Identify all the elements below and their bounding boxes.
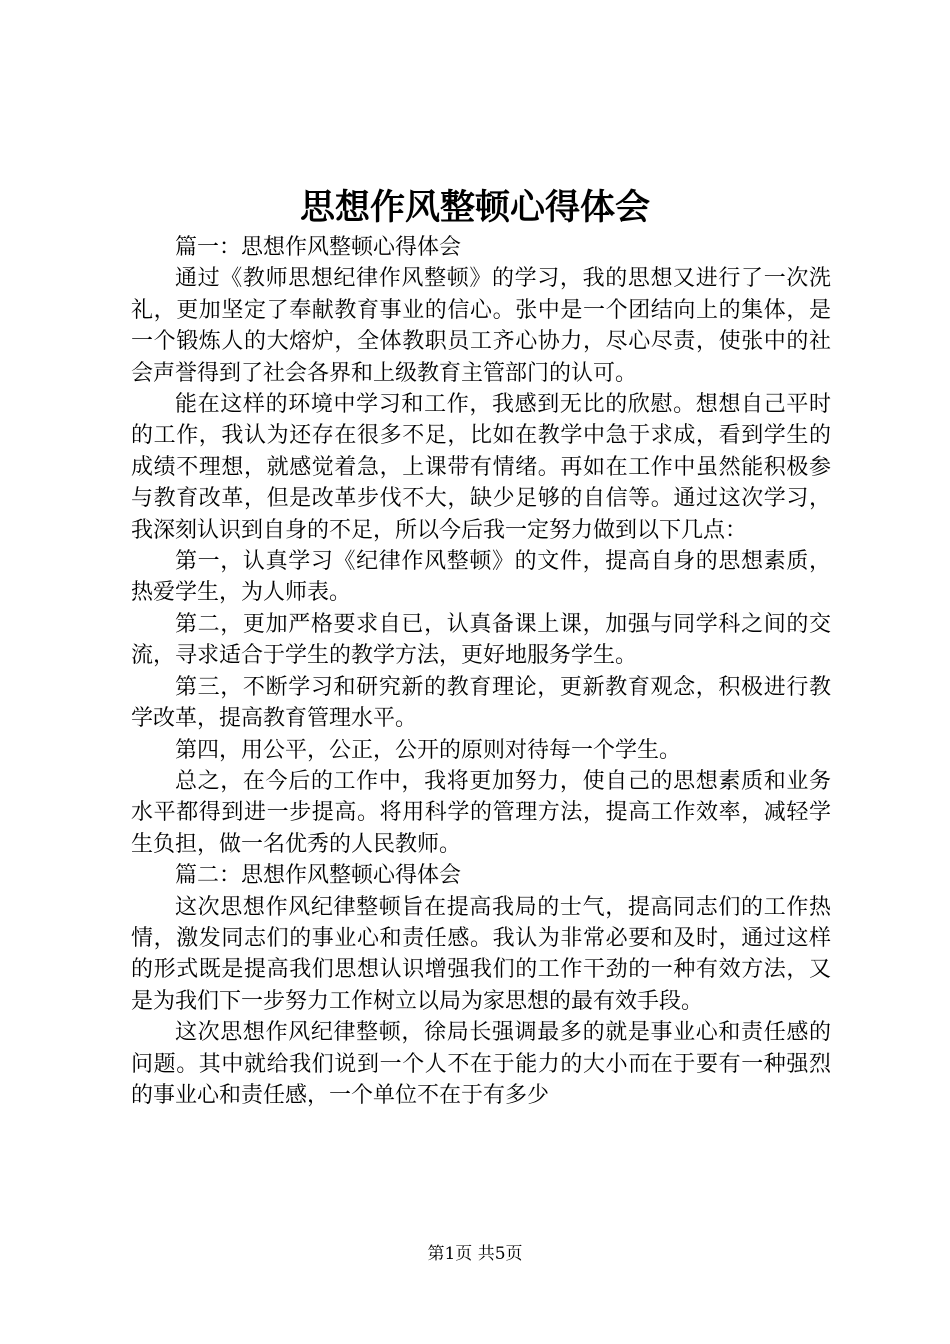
paragraph: 篇一：思想作风整顿心得体会 — [175, 235, 462, 260]
paragraph: 这次思想作风纪律整顿，徐局长强调最多的就是事业心和责任感的问题。其中就给我们说到一个人不在于能力的大小而在于要有一种强烈的事业心和责任感，一个单位不在于有多少 — [131, 1020, 831, 1108]
paragraph: 能在这样的环境中学习和工作，我感到无比的欣慰。想想自己平时的工作，我认为还存在很多不足，比如在教学中急于求成，看到学生的成绩不理想，就感觉着急，上课带有情绪。再如在工作中虽然能积极参与教育改革，但是改革步伐不大，缺少足够的自信等。通过这次学习，我深刻认识到自身的不足，所以今后我一定努力做到以下几点： — [131, 392, 831, 543]
paragraph: 第四，用公平，公正，公开的原则对待每一个学生。 — [175, 737, 682, 763]
paragraph: 第一，认真学习《纪律作风整顿》的文件，提高自身的思想素质，热爱学生，为人师表。 — [131, 549, 831, 606]
paragraph: 通过《教师思想纪律作风整顿》的学习，我的思想又进行了一次洗礼，更加坚定了奉献教育事业的信心。张中是一个团结向上的集体，是一个锻炼人的大熔炉，全体教职员工齐心协力，尽心尽责，使张中的社会声誉得到了社会各界和上级教育主管部门的认可。 — [131, 266, 831, 386]
paragraph: 篇二：思想作风整顿心得体会 — [175, 863, 462, 889]
paragraph: 第二，更加严格要求自已，认真备课上课，加强与同学科之间的交流，寻求适合于学生的教学方法，更好地服务学生。 — [131, 611, 831, 669]
paragraph: 第三，不断学习和研究新的教育理论，更新教育观念，积极进行教学改革，提高教育管理水平。 — [131, 674, 831, 732]
page-title: 思想作风整顿心得体会 — [299, 187, 650, 228]
page-footer: 第1页 共5页 — [427, 1244, 523, 1264]
document-body — [131, 232, 831, 1111]
paragraph: 总之，在今后的工作中，我将更加努力，使自己的思想素质和业务水平都得到进一步提高。将用科学的管理方法，提高工作效率，减轻学生负担，做一名优秀的人民教师。 — [131, 768, 831, 857]
paragraph: 这次思想作风纪律整顿旨在提高我局的士气，提高同志们的工作热情，激发同志们的事业心和责任感。我认为非常必要和及时，通过这样的形式既是提高我们思想认识增强我们的工作干劲的一种有效方法，又是为我们下一步努力工作树立以局为家思想的最有效手段。 — [131, 894, 831, 1014]
